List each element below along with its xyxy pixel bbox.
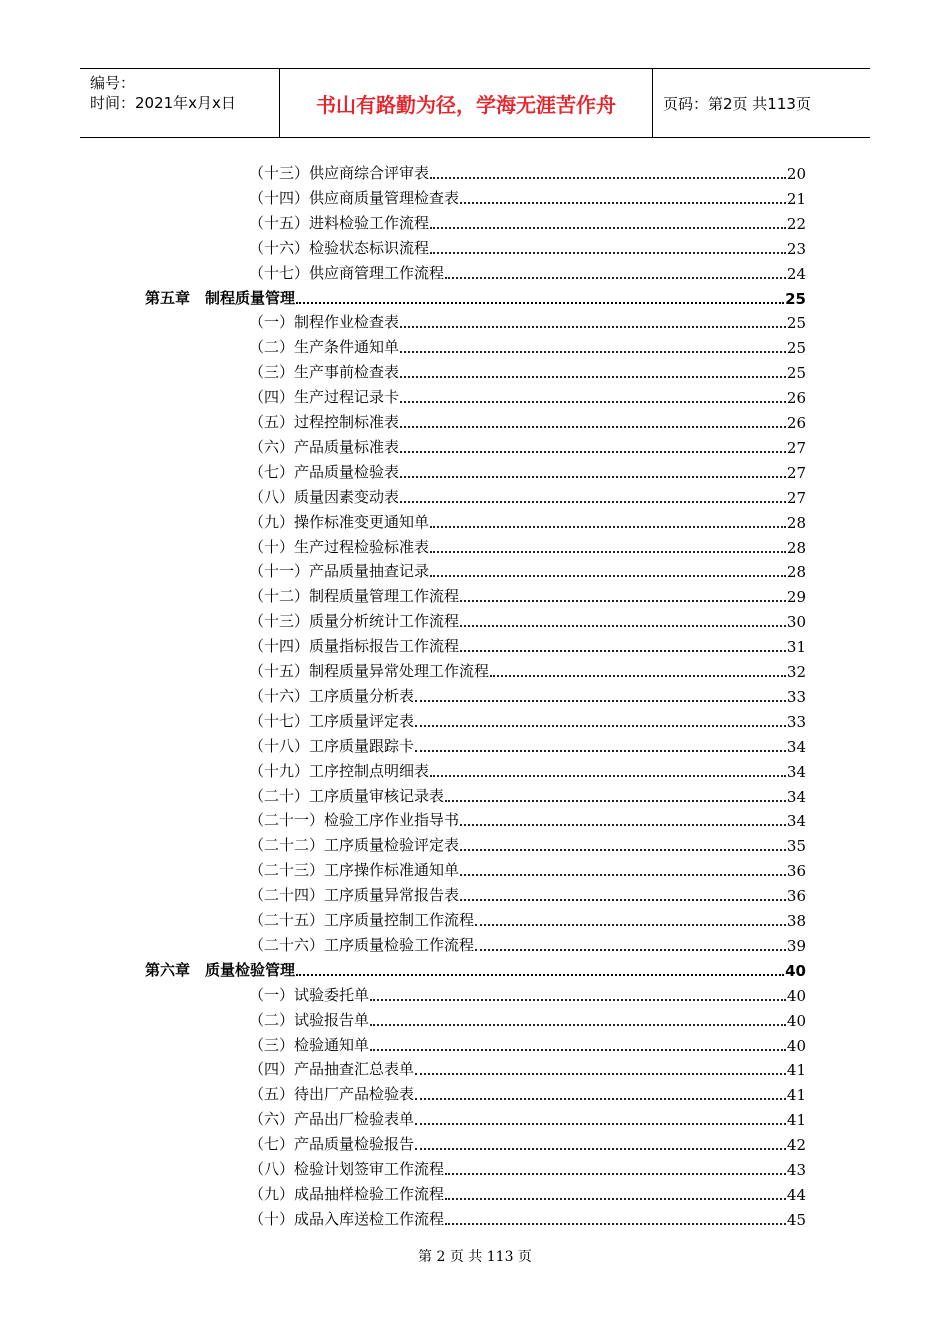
toc-entry-label: （二十一）检验工序作业指导书 — [249, 811, 460, 830]
toc-entry[interactable] — [249, 407, 806, 432]
toc-entry[interactable] — [249, 656, 806, 681]
header-meta — [80, 69, 280, 137]
toc-entry[interactable] — [249, 681, 806, 706]
toc-entry-label: （六）产品质量标准表 — [249, 437, 400, 456]
toc-entry-label: （十七）供应商管理工作流程 — [249, 263, 445, 282]
toc-entry-label: （八）检验计划签审工作流程 — [249, 1160, 445, 1178]
header-code-label: 编号： — [90, 74, 136, 92]
toc-leader-dots — [430, 525, 786, 528]
toc-leader-dots — [400, 325, 786, 328]
toc-entry-page: 33 — [786, 687, 806, 706]
toc-leader-dots — [460, 649, 786, 652]
toc-leader-dots — [415, 1097, 786, 1100]
toc-leader-dots — [400, 425, 786, 428]
toc-chapter-entry[interactable] — [145, 283, 806, 308]
toc-leader-dots — [400, 400, 786, 403]
toc-entry-label: （七）产品质量检验报告 — [249, 1135, 415, 1154]
toc-entry[interactable] — [249, 1129, 806, 1154]
toc-leader-dots — [400, 500, 786, 503]
toc-entry[interactable] — [249, 1179, 806, 1204]
toc-entry-page: 25 — [786, 364, 806, 383]
toc-entry-page: 45 — [786, 1210, 806, 1229]
toc-leader-dots — [445, 276, 786, 279]
toc-entry-label: 第六章 质量检验管理 — [145, 960, 296, 979]
toc-leader-dots — [430, 574, 786, 577]
toc-entry-label: （五）过程控制标准表 — [249, 413, 400, 431]
toc-entry[interactable] — [249, 1104, 806, 1129]
toc-entry-page: 40 — [786, 986, 806, 1005]
toc-entry[interactable] — [249, 183, 806, 208]
toc-entry-label: （二十六）工序质量检验工作流程 — [249, 935, 475, 954]
toc-entry-label: （十九）工序控制点明细表 — [249, 761, 430, 780]
toc-entry-page: 42 — [786, 1136, 806, 1155]
toc-entry-label: （十七）工序质量评定表 — [249, 711, 415, 730]
header-motto: 书山有路勤为径，学海无涯苦作舟 — [280, 69, 653, 137]
toc-entry-label: （四）生产过程记录卡 — [249, 388, 400, 407]
toc-entry-page: 34 — [786, 737, 806, 756]
toc-entry[interactable] — [249, 1030, 806, 1055]
toc-entry-label: （二十四）工序质量异常报告表 — [249, 886, 460, 905]
toc-entry-label: （五）待出厂产品检验表 — [249, 1085, 415, 1104]
toc-entry[interactable] — [249, 1204, 806, 1229]
toc-entry-page: 33 — [786, 712, 806, 731]
toc-entry-label: （八）质量因素变动表 — [249, 487, 400, 506]
toc-entry-label: （十五）制程质量异常处理工作流程 — [249, 662, 490, 680]
toc-entry[interactable] — [249, 233, 806, 258]
toc-leader-dots — [415, 1122, 786, 1125]
toc-leader-dots — [415, 699, 786, 702]
toc-entry-label: （二十五）工序质量控制工作流程 — [249, 911, 475, 929]
toc-entry-label: （六）产品出厂检验表单 — [249, 1110, 415, 1129]
toc-leader-dots — [490, 674, 786, 677]
toc-leader-dots — [430, 550, 786, 553]
toc-leader-dots — [460, 848, 786, 851]
toc-leader-dots — [415, 1072, 786, 1075]
toc-entry-page: 34 — [786, 787, 806, 806]
header-date-label: 时间：2021年x月x日 — [90, 94, 236, 112]
toc-entry[interactable] — [249, 1079, 806, 1104]
toc-entry-page: 27 — [786, 463, 806, 482]
toc-entry[interactable] — [249, 930, 806, 955]
toc-entry[interactable] — [249, 482, 806, 507]
toc-entry-page: 25 — [786, 314, 806, 333]
toc-entry[interactable] — [249, 880, 806, 905]
toc-entry[interactable] — [249, 1005, 806, 1030]
toc-entry-page: 43 — [786, 1161, 806, 1179]
toc-entry-label: （十）成品入库送检工作流程 — [249, 1209, 445, 1228]
toc-entry-page: 34 — [786, 762, 806, 781]
toc-entry[interactable] — [249, 457, 806, 482]
toc-entry-page: 31 — [786, 638, 806, 657]
toc-entry[interactable] — [249, 980, 806, 1005]
toc-entry-page: 40 — [786, 1011, 806, 1030]
toc-entry-page: 36 — [786, 887, 806, 906]
toc-entry-label: 第五章 制程质量管理 — [145, 288, 296, 307]
toc-entry-label: （二十二）工序质量检验评定表 — [249, 836, 460, 855]
toc-entry[interactable] — [249, 706, 806, 731]
toc-leader-dots — [415, 749, 786, 752]
toc-entry-label: （十四）质量指标报告工作流程 — [249, 637, 460, 656]
toc-leader-dots — [370, 998, 786, 1001]
toc-entry-page: 23 — [786, 239, 806, 258]
toc-entry-label: （十二）制程质量管理工作流程 — [249, 587, 460, 606]
toc-entry-label: （二）试验报告单 — [249, 1010, 370, 1029]
toc-entry[interactable] — [249, 258, 806, 283]
toc-leader-dots — [400, 375, 786, 378]
toc-entry-label: （十四）供应商质量管理检查表 — [249, 188, 460, 207]
page-footer: 第 2 页 共 113 页 — [418, 1249, 532, 1265]
toc-entry-page: 35 — [786, 837, 806, 856]
toc-leader-dots — [430, 226, 786, 229]
toc-entry-label: （三）生产事前检查表 — [249, 363, 400, 382]
toc-entry[interactable] — [249, 307, 806, 332]
toc-entry-page: 30 — [786, 613, 806, 632]
toc-entry-page: 20 — [786, 165, 806, 183]
toc-entry-page: 32 — [786, 663, 806, 681]
toc-entry-label: （七）产品质量检验表 — [249, 462, 400, 481]
toc-entry-label: （二十三）工序操作标准通知单 — [249, 861, 460, 880]
toc-entry-page: 40 — [786, 1036, 806, 1055]
toc-entry-page: 38 — [786, 912, 806, 930]
toc-leader-dots — [370, 1048, 786, 1051]
toc-leader-dots — [415, 1147, 786, 1150]
toc-entry-page: 40 — [785, 961, 806, 980]
toc-entry-label: （十）生产过程检验标准表 — [249, 537, 430, 556]
toc-entry[interactable] — [249, 830, 806, 855]
toc-leader-dots — [430, 251, 786, 254]
toc-leader-dots — [460, 201, 786, 204]
toc-entry[interactable] — [249, 1154, 806, 1179]
toc-entry[interactable] — [249, 606, 806, 631]
toc-entry[interactable] — [249, 855, 806, 880]
toc-entry[interactable] — [249, 357, 806, 382]
toc-entry-label: （九）操作标准变更通知单 — [249, 512, 430, 531]
toc-entry[interactable] — [249, 631, 806, 656]
toc-entry-label: （二十）工序质量审核记录表 — [249, 786, 445, 805]
toc-entry-page: 41 — [786, 1086, 806, 1105]
toc-entry-label: （十三）质量分析统计工作流程 — [249, 612, 460, 631]
toc-leader-dots — [460, 873, 786, 876]
toc-leader-dots — [400, 475, 786, 478]
toc-leader-dots — [445, 799, 786, 802]
toc-leader-dots — [460, 823, 786, 826]
toc-entry-page: 28 — [786, 563, 806, 582]
toc-entry-page: 28 — [786, 513, 806, 532]
toc-leader-dots — [400, 450, 786, 453]
toc-entry-page: 22 — [786, 214, 806, 233]
toc-entry[interactable] — [249, 581, 806, 606]
toc-entry-label: （一）试验委托单 — [249, 985, 370, 1004]
toc-entry[interactable] — [249, 382, 806, 407]
toc-entry[interactable] — [249, 805, 806, 830]
toc-entry-page: 36 — [786, 862, 806, 881]
toc-entry-label: （十一）产品质量抽查记录 — [249, 562, 430, 581]
toc-entry[interactable] — [249, 208, 806, 233]
toc-entry[interactable] — [249, 756, 806, 781]
toc-entry-page: 41 — [786, 1061, 806, 1080]
toc-leader-dots — [445, 1172, 786, 1175]
toc-entry-page: 41 — [786, 1111, 806, 1130]
toc-leader-dots — [370, 1023, 786, 1026]
toc-entry-label: （十八）工序质量跟踪卡 — [249, 736, 415, 755]
toc-entry-label: （一）制程作业检查表 — [249, 313, 400, 332]
toc-entry[interactable] — [249, 556, 806, 581]
toc-entry-label: （九）成品抽样检验工作流程 — [249, 1184, 445, 1203]
toc-leader-dots — [475, 948, 786, 951]
toc-entry[interactable] — [249, 532, 806, 557]
toc-entry-page: 21 — [786, 189, 806, 208]
toc-leader-dots — [460, 599, 786, 602]
toc-entry-page: 26 — [786, 414, 806, 432]
toc-leader-dots — [296, 301, 784, 304]
toc-entry[interactable] — [249, 905, 806, 930]
toc-leader-dots — [475, 923, 786, 926]
toc-entry-label: （十六）检验状态标识流程 — [249, 238, 430, 257]
toc-entry-page: 34 — [786, 812, 806, 831]
toc-entry-label: （十六）工序质量分析表 — [249, 686, 415, 705]
toc-entry-page: 28 — [786, 538, 806, 557]
toc-entry[interactable] — [249, 332, 806, 357]
toc-entry-page: 44 — [786, 1185, 806, 1204]
toc-entry-page: 39 — [786, 936, 806, 955]
toc-entry-label: （四）产品抽查汇总表单 — [249, 1060, 415, 1079]
toc-entry-label: （十三）供应商综合评审表 — [249, 164, 430, 182]
toc-entry[interactable] — [249, 158, 806, 183]
toc-entry[interactable] — [249, 731, 806, 756]
toc-entry[interactable] — [249, 781, 806, 806]
toc-entry-page: 25 — [786, 339, 806, 358]
toc-chapter-entry[interactable] — [145, 955, 806, 980]
toc-leader-dots — [460, 898, 786, 901]
toc-entry-label: （二）生产条件通知单 — [249, 338, 400, 357]
toc-entry[interactable] — [249, 1054, 806, 1079]
toc-leader-dots — [430, 774, 786, 777]
toc-entry-page: 27 — [786, 438, 806, 457]
toc-entry-label: （三）检验通知单 — [249, 1035, 370, 1054]
toc-leader-dots — [445, 1222, 786, 1225]
header-page-label: 页码：第2页 共113页 — [663, 94, 811, 113]
toc-entry-page: 24 — [786, 264, 806, 283]
toc-entry-page: 29 — [786, 588, 806, 607]
toc-entry-label: （十五）进料检验工作流程 — [249, 213, 430, 232]
page-header — [80, 68, 870, 138]
toc-entry-page: 25 — [785, 289, 806, 308]
toc-leader-dots — [400, 350, 786, 353]
toc-entry-page: 27 — [786, 488, 806, 507]
toc-leader-dots — [430, 176, 786, 179]
toc-leader-dots — [460, 624, 786, 627]
toc-leader-dots — [415, 724, 786, 727]
toc-entry-page: 26 — [786, 389, 806, 408]
toc-entry[interactable] — [249, 432, 806, 457]
toc-leader-dots — [296, 973, 784, 976]
toc-leader-dots — [445, 1197, 786, 1200]
toc-entry[interactable] — [249, 507, 806, 532]
